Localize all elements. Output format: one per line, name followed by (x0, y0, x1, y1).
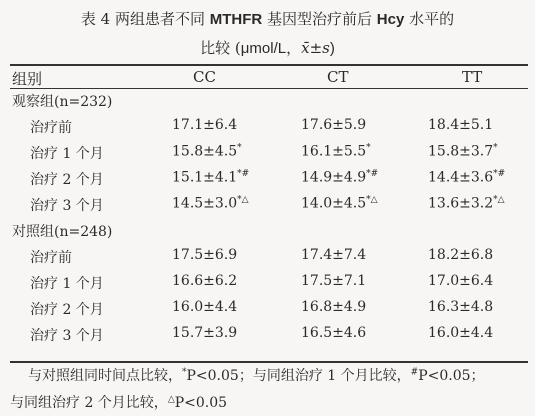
cell-value: 15.8±4.5 (172, 143, 238, 160)
group-label: 观察组(n=232) (12, 94, 113, 110)
cell-value: 15.8±3.7 (428, 143, 494, 160)
table-cell (301, 299, 366, 315)
table-cell (428, 117, 493, 133)
unit-text: μmol/L， (240, 40, 302, 57)
title-text: 表 4 两组患者不同 (80, 10, 210, 28)
row-label: 治疗 3 个月 (30, 198, 104, 214)
cell-value: 17.1±6.4 (172, 117, 238, 133)
table-row (0, 325, 535, 349)
table-cell (172, 143, 242, 160)
cell-value: 15.1±4.1 (172, 169, 238, 186)
table-cell (428, 143, 498, 160)
table-subtitle (0, 37, 535, 58)
table-cell (301, 117, 366, 133)
table-cell (428, 299, 493, 315)
footnote-line-1 (28, 365, 485, 385)
footnote-text: 与对照组同时间点比较， (28, 368, 182, 384)
header-cc: CC (193, 68, 216, 86)
title-gene: MTHFR (209, 11, 263, 28)
header-tt: TT (462, 68, 483, 86)
title-marker: Hcy (376, 11, 405, 28)
table-cell (172, 169, 249, 186)
table-cell (301, 247, 366, 263)
cell-value: 17.5±7.1 (301, 273, 367, 289)
cell-value: 17.0±6.4 (428, 273, 494, 289)
table-cell (301, 325, 366, 341)
cell-value: 16.6±6.2 (172, 273, 238, 289)
subtitle-text: ) (329, 40, 335, 57)
cell-value: 18.4±5.1 (428, 117, 494, 133)
table-cell (428, 247, 493, 263)
cell-value: 14.9±4.9 (301, 169, 367, 186)
table-row (0, 247, 535, 271)
group-header-row (0, 91, 535, 115)
row-label: 治疗 3 个月 (30, 328, 104, 344)
footnote-text: 与同组治疗 2 个月比较， (10, 395, 168, 411)
table-row (0, 169, 535, 193)
significance-mark: *# (237, 169, 250, 179)
header-group: 组别 (12, 70, 43, 88)
cell-value: 18.2±6.8 (428, 247, 494, 263)
table-cell (172, 299, 237, 315)
cell-value: 16.3±4.8 (428, 299, 494, 315)
subtitle-text: 比较 ( (200, 39, 241, 57)
table-cell (428, 325, 493, 341)
cell-value: 15.7±3.9 (172, 325, 238, 341)
footnote-text: P<0.05；与同组治疗 1 个月比较， (186, 368, 411, 384)
cell-value: 16.8±4.9 (301, 299, 367, 315)
row-label: 治疗 1 个月 (30, 146, 104, 162)
table-cell (428, 169, 505, 186)
table-cell (428, 195, 505, 212)
group-label: 对照组(n=248) (12, 224, 113, 240)
title-text: 基因型治疗前后 (262, 10, 377, 28)
footnote-mark: △ (167, 394, 175, 405)
cell-value: 14.5±3.0 (172, 195, 238, 212)
table-title (0, 8, 535, 29)
cell-value: 17.4±7.4 (301, 247, 367, 263)
table-cell (301, 273, 366, 289)
footnote-text: P<0.05； (418, 368, 485, 384)
table-cell (301, 143, 371, 160)
table-cell (172, 117, 237, 133)
significance-mark: * (366, 143, 371, 153)
header-rule (10, 88, 528, 89)
footnote-mark: # (410, 367, 419, 378)
table-row (0, 299, 535, 323)
significance-mark: *△ (493, 195, 505, 205)
cell-value: 13.6±3.2 (428, 195, 494, 212)
table-cell (172, 195, 249, 212)
cell-value: 16.0±4.4 (172, 299, 238, 315)
table-row (0, 117, 535, 141)
footnote-line-2 (10, 392, 227, 412)
title-text: 水平的 (404, 10, 455, 28)
table-row (0, 143, 535, 167)
cell-value: 14.0±4.5 (301, 195, 367, 212)
significance-mark: *# (493, 169, 506, 179)
cell-value: 14.4±3.6 (428, 169, 494, 186)
significance-mark: *△ (237, 195, 249, 205)
table-cell (172, 247, 237, 263)
row-label: 治疗前 (30, 250, 72, 266)
header-ct: CT (327, 68, 349, 86)
table-row (0, 195, 535, 219)
bottom-rule (10, 361, 528, 363)
cell-value: 16.5±4.6 (301, 325, 367, 341)
footnote-mark: * (182, 367, 187, 378)
top-rule (10, 64, 528, 66)
group-header-row (0, 221, 535, 245)
stat-notation: x̄±s (301, 39, 330, 57)
cell-value: 16.0±4.4 (428, 325, 494, 341)
significance-mark: * (237, 143, 242, 153)
cell-value: 17.6±5.9 (301, 117, 367, 133)
row-label: 治疗前 (30, 120, 72, 136)
significance-mark: *△ (366, 195, 378, 205)
cell-value: 17.5±6.9 (172, 247, 238, 263)
table-cell (301, 195, 378, 212)
row-label: 治疗 1 个月 (30, 276, 104, 292)
row-label: 治疗 2 个月 (30, 302, 104, 318)
row-label: 治疗 2 个月 (30, 172, 104, 188)
cell-value: 16.1±5.5 (301, 143, 367, 160)
table-row (0, 273, 535, 297)
table-cell (172, 273, 237, 289)
footnote-text: P<0.05 (174, 395, 228, 411)
significance-mark: *# (366, 169, 379, 179)
table-cell (301, 169, 378, 186)
significance-mark: * (493, 143, 498, 153)
table-cell (428, 273, 493, 289)
table-cell (172, 325, 237, 341)
